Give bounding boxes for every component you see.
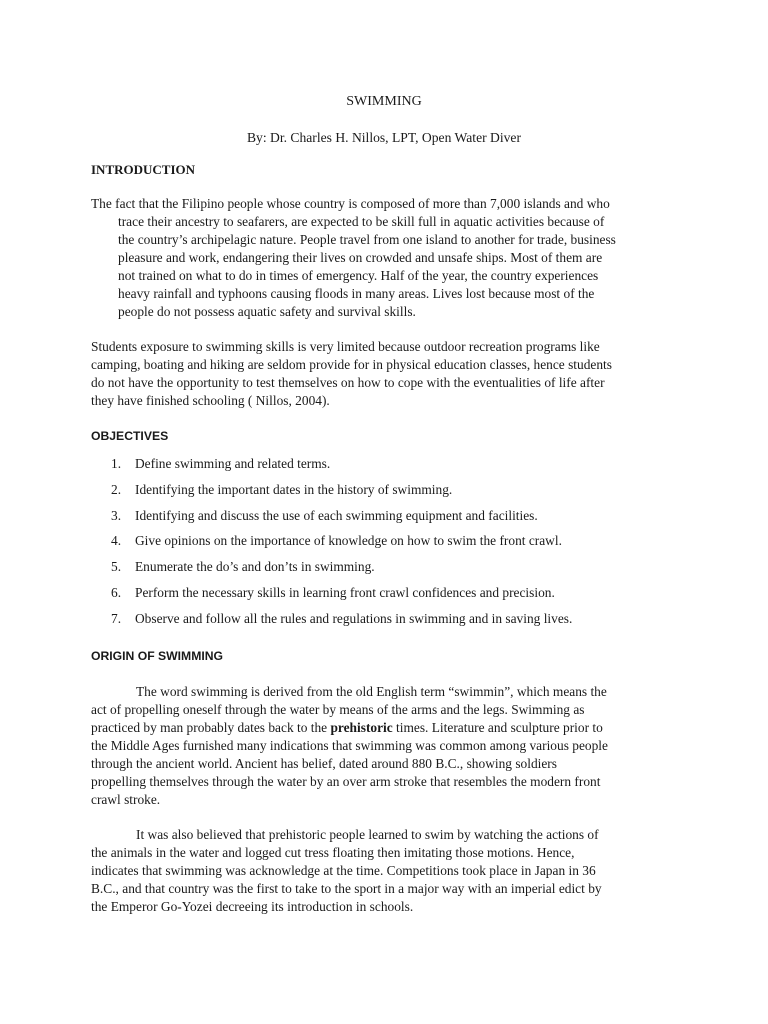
list-text: Give opinions on the importance of knowledge on how to swim the front crawl. <box>135 533 562 549</box>
text-line: the animals in the water and logged cut tress floating then imitating those motions. Hence, <box>91 845 575 860</box>
text-line: trace their ancestry to seafarers, are expected to be skill full in aquatic activities because of <box>118 214 605 229</box>
origin-paragraph-2 <box>91 826 691 916</box>
list-number: 6. <box>111 584 122 600</box>
introduction-heading: INTRODUCTION <box>91 162 196 177</box>
text-line: do not have the opportunity to test themselves on how to cope with the eventualities of life after <box>91 375 605 390</box>
list-number: 2. <box>111 481 122 497</box>
list-text: Perform the necessary skills in learning front crawl confidences and precision. <box>135 584 555 600</box>
list-item <box>91 532 711 558</box>
list-text: Identifying the important dates in the history of swimming. <box>135 481 453 497</box>
text-line: B.C., and that country was the first to take to the sport in a major way with an imperial edict by <box>91 881 602 896</box>
text-span: practiced by man probably dates back to the <box>91 720 331 735</box>
introduction-paragraph-1 <box>91 195 691 321</box>
bold-term: prehistoric <box>330 720 393 735</box>
text-line: Students exposure to swimming skills is very limited because outdoor recreation programs like <box>91 339 600 354</box>
text-line: the Emperor Go-Yozei decreeing its introduction in schools. <box>91 899 414 914</box>
list-item <box>91 558 711 584</box>
text-line: not trained on what to do in times of emergency. Half of the year, the country experiences <box>118 268 599 283</box>
text-line: indicates that swimming was acknowledge at the time. Competitions took place in Japan in 36 <box>91 863 596 878</box>
text-line: The word swimming is derived from the old English term “swimmin”, which means the <box>136 684 607 699</box>
list-item <box>91 584 711 610</box>
text-line: The fact that the Filipino people whose country is composed of more than 7,000 islands and who <box>91 196 610 211</box>
list-text: Identifying and discuss the use of each swimming equipment and facilities. <box>135 507 538 523</box>
text-line: camping, boating and hiking are seldom provide for in physical education classes, hence students <box>91 357 612 372</box>
list-number: 4. <box>111 533 122 549</box>
document-title: SWIMMING <box>346 94 422 109</box>
text-line: the country’s archipelagic nature. People travel from one island to another for trade, business <box>118 232 616 247</box>
text-line: they have finished schooling ( Nillos, 2004). <box>91 393 330 408</box>
list-number: 1. <box>111 456 122 471</box>
text-line: pleasure and work, endangering their lives on crowded and unsafe ships. Most of them are <box>118 250 603 265</box>
list-item <box>91 481 711 507</box>
text-line: heavy rainfall and typhoons causing floods in many areas. Lives lost because most of the <box>118 286 595 301</box>
text-line: It was also believed that prehistoric people learned to swim by watching the actions of <box>136 827 599 842</box>
list-item <box>91 455 711 481</box>
text-line: people do not possess aquatic safety and survival skills. <box>118 304 416 319</box>
text-span: times. Literature and sculpture prior to <box>392 720 603 735</box>
text-line: act of propelling oneself through the water by means of the arms and the legs. Swimming as <box>91 702 585 717</box>
text-line: propelling themselves through the water by an over arm stroke that resembles the modern front <box>91 774 601 789</box>
origin-paragraph-1 <box>91 683 691 809</box>
text-line <box>91 719 691 737</box>
list-number: 5. <box>111 559 122 575</box>
origin-heading: ORIGIN OF SWIMMING <box>91 649 224 663</box>
text-line: crawl stroke. <box>91 792 161 807</box>
list-text: Enumerate the do’s and don’ts in swimming. <box>135 559 375 575</box>
list-text: Observe and follow all the rules and regulations in swimming and in saving lives. <box>135 610 573 626</box>
text-line: through the ancient world. Ancient has belief, dated around 880 B.C., showing soldiers <box>91 756 557 771</box>
list-text: Define swimming and related terms. <box>135 456 331 471</box>
list-item <box>91 507 711 533</box>
objectives-list <box>91 455 711 636</box>
document-byline: By: Dr. Charles H. Nillos, LPT, Open Water Diver <box>246 130 521 145</box>
objectives-heading: OBJECTIVES <box>91 429 169 443</box>
text-line: the Middle Ages furnished many indications that swimming was common among various people <box>91 738 608 753</box>
list-number: 3. <box>111 507 122 523</box>
list-item <box>91 610 711 636</box>
introduction-paragraph-2 <box>91 338 691 410</box>
list-number: 7. <box>111 610 122 626</box>
